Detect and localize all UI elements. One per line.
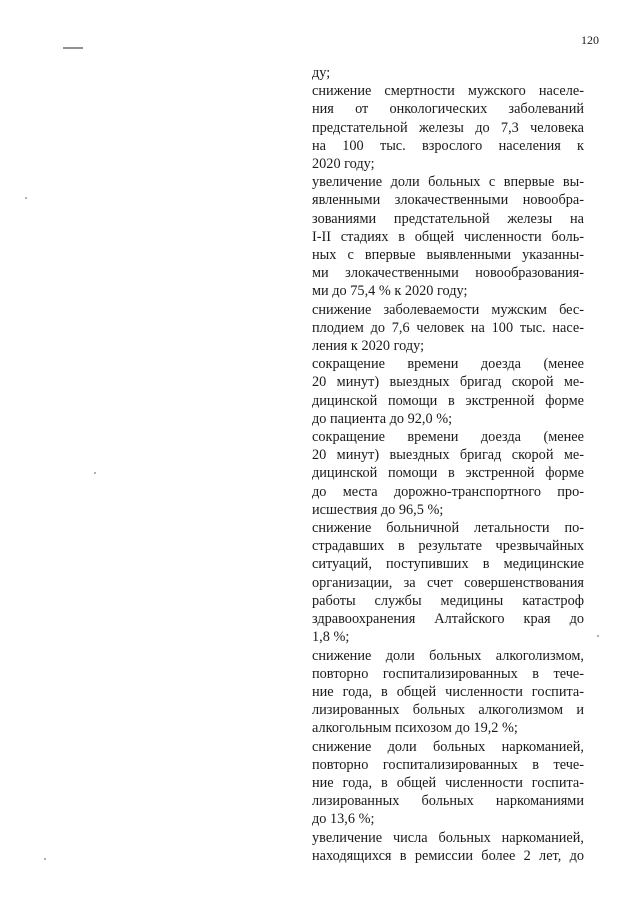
text-paragraph: [312, 738, 584, 829]
text-paragraph: [312, 519, 584, 646]
text-paragraph: [312, 301, 584, 356]
text-line: увеличение доли больных с впервые вы-: [312, 174, 584, 191]
text-line: увеличение числа больных наркоманией,: [312, 829, 584, 846]
text-line: до пациента до 92,0 %;: [312, 410, 453, 427]
text-line: ние года, в общей численности госпита-: [312, 774, 584, 791]
text-line: повторно госпитализированных в тече-: [312, 665, 584, 682]
text-line: 20 минут) выездных бригад скорой ме-: [312, 447, 584, 464]
text-line: снижение смертности мужского населе-: [312, 83, 584, 100]
text-line: явленными злокачественными новообра-: [312, 192, 584, 209]
text-line: организации, за счет совершенствования: [312, 574, 584, 591]
text-paragraph: [312, 829, 584, 865]
text-line: снижение больничной летальности по-: [312, 520, 584, 537]
text-line: 2020 году;: [312, 156, 375, 173]
text-line: ми злокачественными новообразования-: [312, 265, 584, 282]
text-line: дицинской помощи в экстренной форме: [312, 392, 584, 409]
text-line: до места дорожно-транспортного про-: [312, 483, 584, 500]
text-line: предстательной железы до 7,3 человека: [312, 119, 584, 136]
text-line: ления к 2020 году;: [312, 338, 425, 355]
text-line: алкогольным психозом до 19,2 %;: [312, 720, 518, 737]
text-line: снижение доли больных алкоголизмом,: [312, 647, 584, 664]
text-line: снижение заболеваемости мужским бес-: [312, 301, 584, 318]
scan-speck: [597, 635, 599, 637]
text-line: ных с впервые выявленными указанны-: [312, 247, 584, 264]
text-line: ние года, в общей численности госпита-: [312, 683, 584, 700]
text-line: сокращение времени доезда (менее: [312, 429, 584, 446]
text-line: повторно госпитализированных в тече-: [312, 756, 584, 773]
text-column: [312, 64, 584, 865]
text-line: здравоохранения Алтайского края до: [312, 611, 584, 628]
text-line: I-II стадиях в общей численности боль-: [312, 228, 584, 245]
text-line: до 13,6 %;: [312, 811, 375, 828]
text-paragraph: [312, 428, 584, 519]
text-line: страдавших в результате чрезвычайных: [312, 538, 584, 555]
text-line: ния от онкологических заболеваний: [312, 101, 584, 118]
text-paragraph: [312, 64, 584, 82]
text-line: снижение доли больных наркоманией,: [312, 738, 584, 755]
text-paragraph: [312, 355, 584, 428]
text-line: лизированных больных наркоманиями: [312, 793, 584, 810]
scan-speck: [25, 197, 27, 199]
page-number: 120: [581, 33, 599, 47]
text-line: лизированных больных алкоголизмом и: [312, 702, 584, 719]
text-line: сокращение времени доезда (менее: [312, 356, 584, 373]
scan-speck: [94, 472, 96, 474]
scan-speck: [44, 858, 46, 860]
text-line: исшествия до 96,5 %;: [312, 501, 444, 518]
text-line: находящихся в ремиссии более 2 лет, до: [312, 847, 584, 864]
text-line: ду;: [312, 65, 331, 81]
text-line: работы службы медицины катастроф: [312, 592, 584, 609]
text-line: на 100 тыс. взрослого населения к: [312, 137, 584, 154]
text-paragraph: [312, 82, 584, 173]
text-paragraph: [312, 173, 584, 300]
text-paragraph: [312, 647, 584, 738]
text-line: 20 минут) выездных бригад скорой ме-: [312, 374, 584, 391]
scan-mark: [63, 47, 83, 49]
text-line: ми до 75,4 % к 2020 году;: [312, 283, 468, 300]
text-line: дицинской помощи в экстренной форме: [312, 465, 584, 482]
text-line: 1,8 %;: [312, 629, 350, 646]
text-line: плодием до 7,6 человек на 100 тыс. насе-: [312, 319, 584, 336]
text-line: зованиями предстательной железы на: [312, 210, 584, 227]
text-line: ситуаций, поступивших в медицинские: [312, 556, 584, 573]
